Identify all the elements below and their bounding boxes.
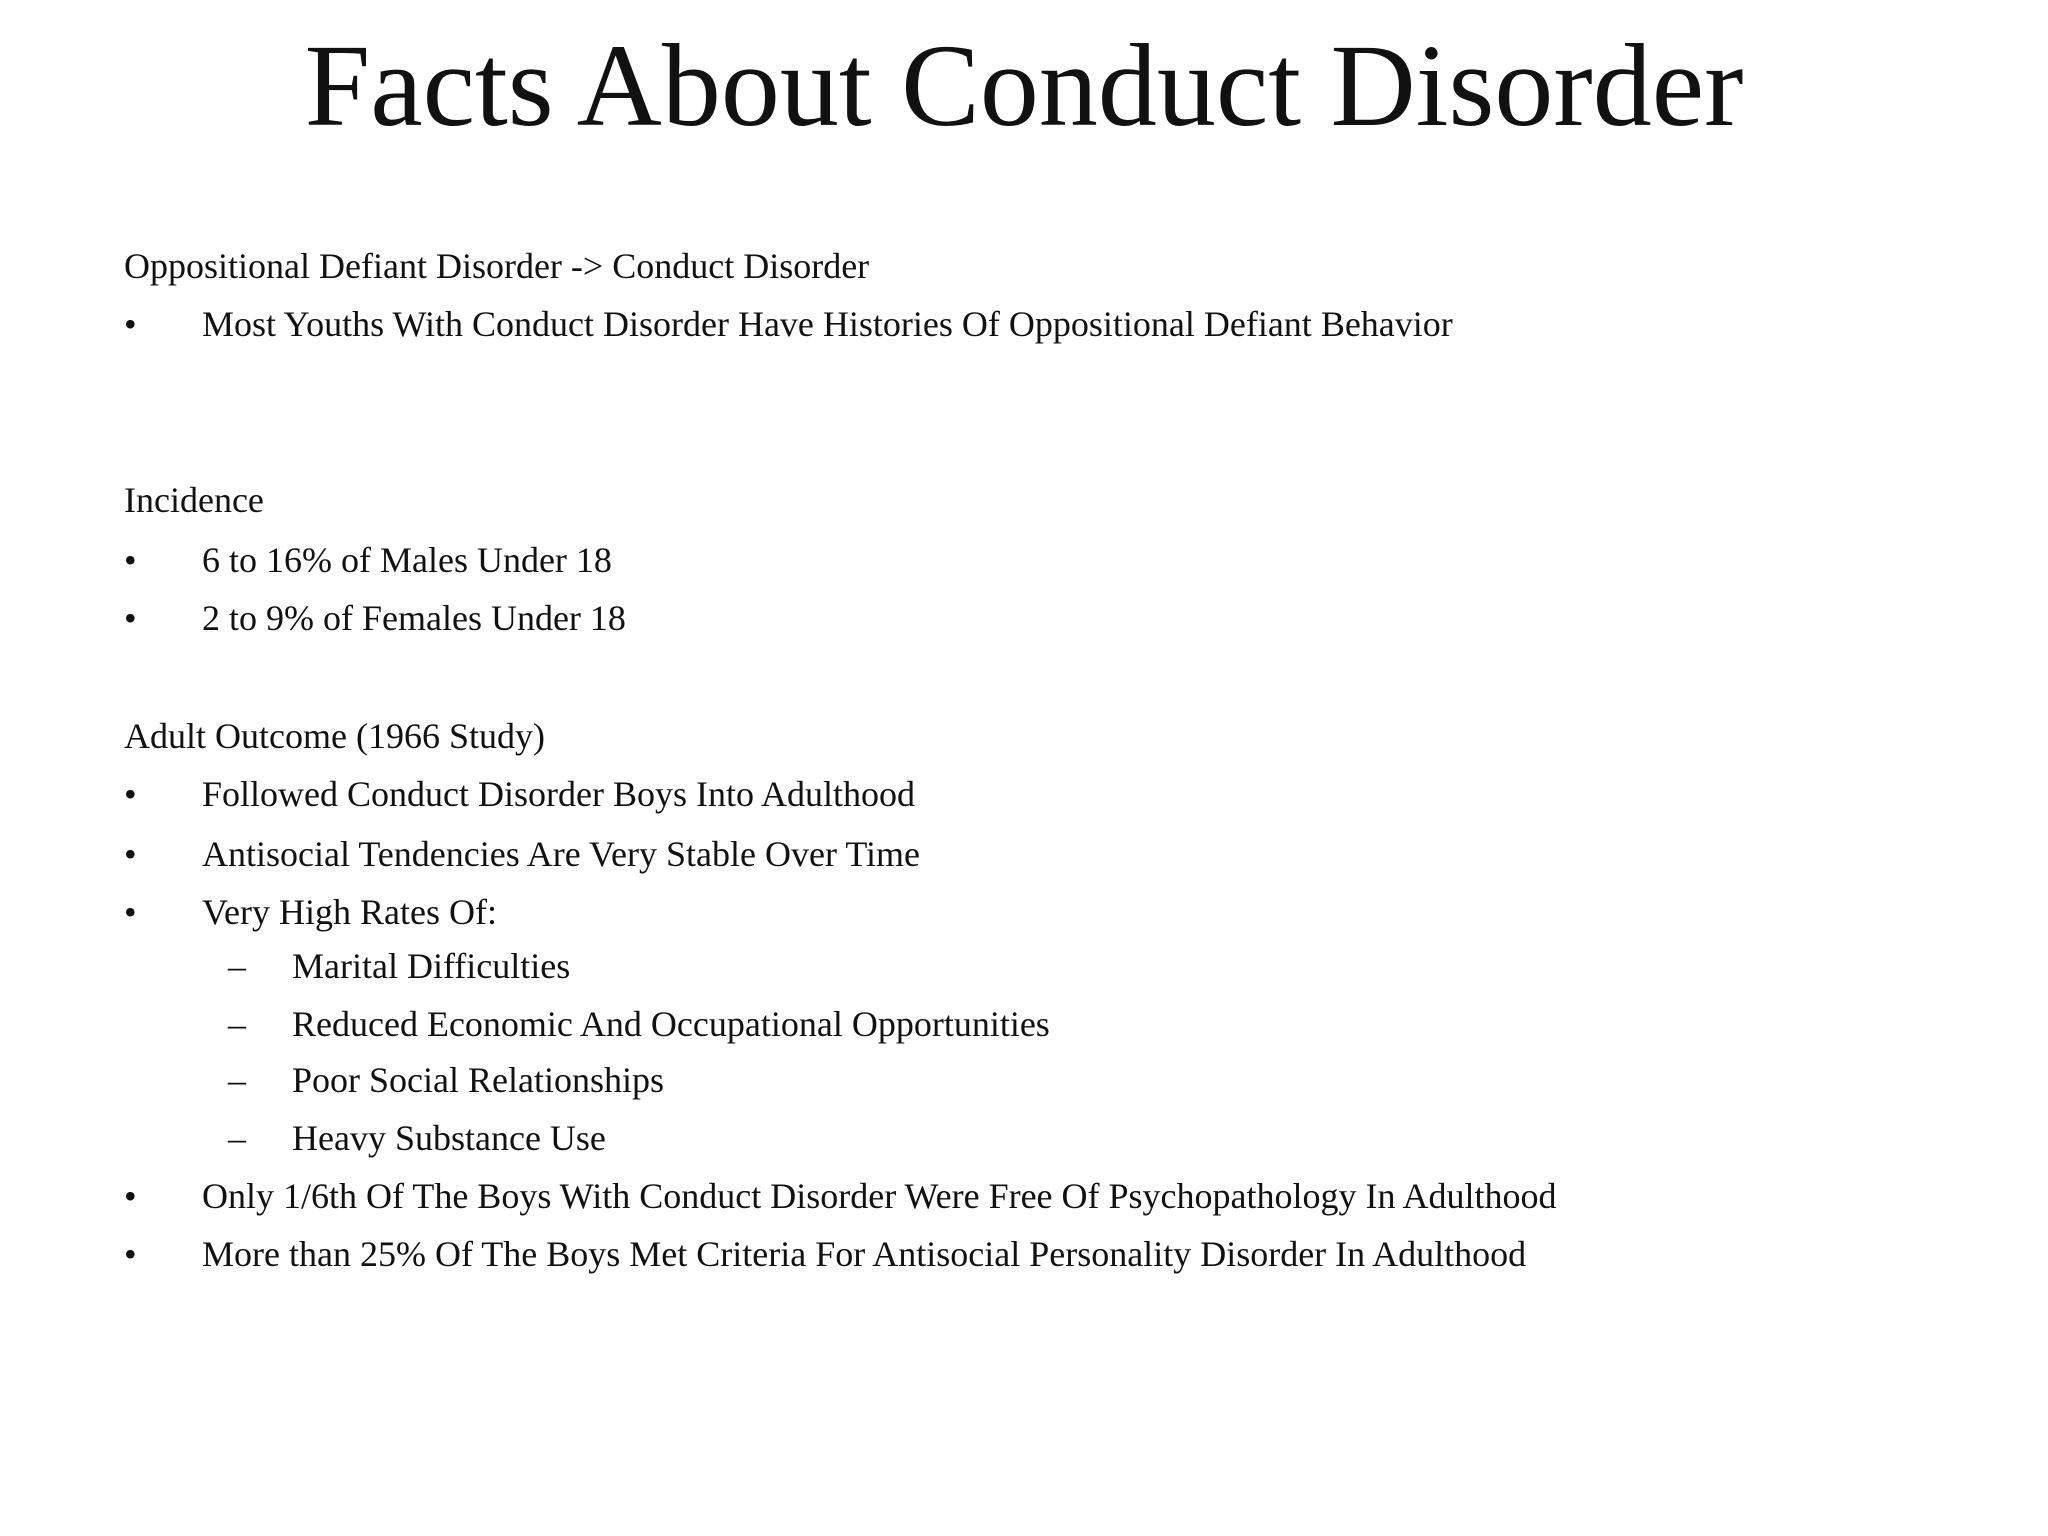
dash-marker: – [228,1118,246,1158]
bullet-text: Antisocial Tendencies Are Very Stable Over Time [202,834,921,874]
bullet-marker: • [124,1234,137,1274]
slide-title: Facts About Conduct Disorder [304,20,1744,151]
bullet-text: 6 to 16% of Males Under 18 [202,540,612,580]
section-heading: Incidence [124,480,264,520]
sub-bullet-text: Reduced Economic And Occupational Opportunities [292,1004,1050,1044]
bullet-text: Only 1/6th Of The Boys With Conduct Disorder Were Free Of Psychopathology In Adulthood [202,1176,1557,1216]
bullet-text: More than 25% Of The Boys Met Criteria For Antisocial Personality Disorder In Adulthood [202,1234,1527,1274]
bullet-text: Very High Rates Of: [202,892,497,932]
bullet-marker: • [124,834,137,874]
dash-marker: – [228,1060,246,1100]
bullet-marker: • [124,774,137,814]
bullet-text: 2 to 9% of Females Under 18 [202,598,626,638]
sub-bullet-text: Marital Difficulties [292,946,571,986]
bullet-marker: • [124,540,137,580]
dash-marker: – [228,946,246,986]
bullet-marker: • [124,304,137,344]
sub-bullet-text: Heavy Substance Use [292,1118,606,1158]
bullet-marker: • [124,892,137,932]
bullet-marker: • [124,1176,137,1216]
bullet-text: Most Youths With Conduct Disorder Have Histories Of Oppositional Defiant Behavior [202,304,1453,344]
bullet-text: Followed Conduct Disorder Boys Into Adulthood [202,774,915,814]
sub-bullet-text: Poor Social Relationships [292,1060,664,1100]
bullet-marker: • [124,598,137,638]
dash-marker: – [228,1004,246,1044]
section-heading: Adult Outcome (1966 Study) [124,716,545,756]
section-heading: Oppositional Defiant Disorder -> Conduct Disorder [124,246,870,286]
